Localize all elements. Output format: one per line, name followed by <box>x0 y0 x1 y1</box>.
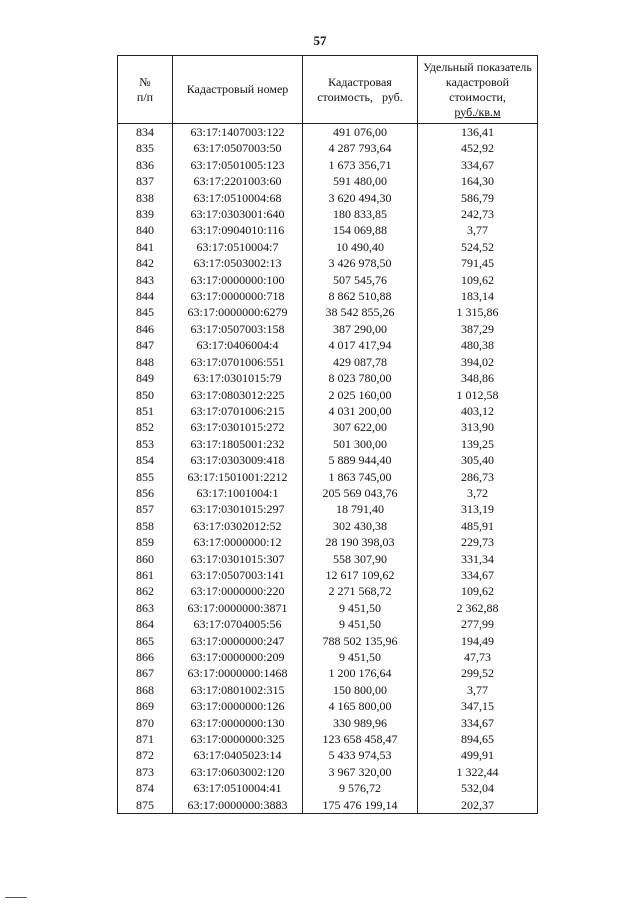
table-row <box>118 501 538 517</box>
table-row <box>118 419 538 435</box>
table-row <box>118 551 538 567</box>
cadastral-value-cell: 3 426 978,50 <box>303 255 418 271</box>
table-row <box>118 518 538 534</box>
cadastral-number-cell: 63:17:0000000:718 <box>173 288 303 304</box>
table-row <box>118 173 538 189</box>
cadastral-value-cell: 154 069,88 <box>303 222 418 238</box>
cadastral-value-cell: 2 025 160,00 <box>303 387 418 403</box>
row-number-cell: 872 <box>118 747 173 763</box>
row-number-cell: 850 <box>118 387 173 403</box>
specific-indicator-cell: 3,77 <box>418 222 538 238</box>
specific-indicator-cell: 452,92 <box>418 140 538 156</box>
cadastral-value-cell: 175 476 199,14 <box>303 797 418 814</box>
cadastral-value-cell: 9 451,50 <box>303 649 418 665</box>
row-number-cell: 864 <box>118 616 173 632</box>
specific-indicator-cell: 3,77 <box>418 682 538 698</box>
row-number-cell: 865 <box>118 633 173 649</box>
table-row <box>118 272 538 288</box>
cadastral-number-cell: 63:17:0507003:50 <box>173 140 303 156</box>
row-number-cell: 866 <box>118 649 173 665</box>
cadastral-value-cell: 18 791,40 <box>303 501 418 517</box>
specific-indicator-cell: 485,91 <box>418 518 538 534</box>
table-row <box>118 387 538 403</box>
cadastral-number-cell: 63:17:0801002:315 <box>173 682 303 698</box>
cadastral-number-cell: 63:17:0000000:220 <box>173 583 303 599</box>
cadastral-number-cell: 63:17:0701006:215 <box>173 403 303 419</box>
table-row <box>118 190 538 206</box>
table-row <box>118 370 538 386</box>
header-cadastral-number <box>173 56 303 124</box>
cadastral-number-cell: 63:17:0510004:7 <box>173 239 303 255</box>
cadastral-value-cell: 9 576,72 <box>303 780 418 796</box>
cadastral-value-cell: 387 290,00 <box>303 321 418 337</box>
table-row <box>118 354 538 370</box>
row-number-cell: 862 <box>118 583 173 599</box>
cadastral-number-cell: 63:17:0507003:158 <box>173 321 303 337</box>
table-row <box>118 780 538 796</box>
specific-indicator-cell: 1 322,44 <box>418 764 538 780</box>
specific-indicator-cell: 194,49 <box>418 633 538 649</box>
header-specific-indicator-line: стоимости, <box>449 89 506 104</box>
row-number-cell: 845 <box>118 304 173 320</box>
cadastral-number-cell: 63:17:0303009:418 <box>173 452 303 468</box>
specific-indicator-cell: 136,41 <box>418 124 538 141</box>
row-number-cell: 856 <box>118 485 173 501</box>
table-row <box>118 797 538 814</box>
specific-indicator-cell: 299,52 <box>418 665 538 681</box>
table-row <box>118 255 538 271</box>
row-number-cell: 846 <box>118 321 173 337</box>
cadastral-number-cell: 63:17:0507003:141 <box>173 567 303 583</box>
row-number-cell: 834 <box>118 124 173 141</box>
table-row <box>118 747 538 763</box>
specific-indicator-cell: 164,30 <box>418 173 538 189</box>
row-number-cell: 858 <box>118 518 173 534</box>
table-row <box>118 567 538 583</box>
table-row <box>118 124 538 141</box>
cadastral-number-cell: 63:17:0000000:247 <box>173 633 303 649</box>
row-number-cell: 859 <box>118 534 173 550</box>
specific-indicator-cell: 334,67 <box>418 157 538 173</box>
cadastral-number-cell: 63:17:0000000:130 <box>173 715 303 731</box>
table-header-row <box>118 56 538 124</box>
cadastral-value-cell: 2 271 568,72 <box>303 583 418 599</box>
table-row <box>118 583 538 599</box>
cadastral-value-cell: 3 620 494,30 <box>303 190 418 206</box>
header-cadastral-number-label: Кадастровый номер <box>186 82 289 96</box>
specific-indicator-cell: 3,72 <box>418 485 538 501</box>
table-row <box>118 239 538 255</box>
cadastral-value-cell: 38 542 855,26 <box>303 304 418 320</box>
header-cadastral-value-line: стоимость, руб. <box>317 89 403 104</box>
cadastral-number-cell: 63:17:0000000:100 <box>173 272 303 288</box>
specific-indicator-cell: 499,91 <box>418 747 538 763</box>
table-row <box>118 436 538 452</box>
row-number-cell: 871 <box>118 731 173 747</box>
header-cadastral-value-line: Кадастровая <box>328 74 392 89</box>
cadastral-number-cell: 63:17:0303001:640 <box>173 206 303 222</box>
cadastral-number-cell: 63:17:1805001:232 <box>173 436 303 452</box>
header-cadastral-value <box>303 56 418 124</box>
cadastral-value-cell: 5 433 974,53 <box>303 747 418 763</box>
row-number-cell: 873 <box>118 764 173 780</box>
cadastral-value-cell: 501 300,00 <box>303 436 418 452</box>
header-num <box>118 56 173 124</box>
cadastral-value-cell: 429 087,78 <box>303 354 418 370</box>
cadastral-number-cell: 63:17:0603002:120 <box>173 764 303 780</box>
cadastral-number-cell: 63:17:0301015:307 <box>173 551 303 567</box>
cadastral-value-cell: 558 307,90 <box>303 551 418 567</box>
cadastral-number-cell: 63:17:1407003:122 <box>173 124 303 141</box>
cadastral-value-cell: 4 165 800,00 <box>303 698 418 714</box>
cadastral-number-cell: 63:17:0406004:4 <box>173 337 303 353</box>
header-num-line: № <box>139 74 151 89</box>
cadastral-number-cell: 63:17:1501001:2212 <box>173 469 303 485</box>
specific-indicator-cell: 331,34 <box>418 551 538 567</box>
row-number-cell: 841 <box>118 239 173 255</box>
row-number-cell: 843 <box>118 272 173 288</box>
table-row <box>118 222 538 238</box>
row-number-cell: 857 <box>118 501 173 517</box>
cadastral-number-cell: 63:17:0503002:13 <box>173 255 303 271</box>
row-number-cell: 847 <box>118 337 173 353</box>
specific-indicator-cell: 202,37 <box>418 797 538 814</box>
specific-indicator-cell: 894,65 <box>418 731 538 747</box>
cadastral-value-cell: 330 989,96 <box>303 715 418 731</box>
cadastral-number-cell: 63:17:0510004:68 <box>173 190 303 206</box>
specific-indicator-cell: 480,38 <box>418 337 538 353</box>
row-number-cell: 852 <box>118 419 173 435</box>
cadastral-value-cell: 491 076,00 <box>303 124 418 141</box>
specific-indicator-cell: 109,62 <box>418 272 538 288</box>
cadastral-number-cell: 63:17:0000000:3883 <box>173 797 303 814</box>
table-row <box>118 469 538 485</box>
table-row <box>118 633 538 649</box>
table-row <box>118 485 538 501</box>
scan-edge-mark <box>5 897 27 898</box>
table-row <box>118 337 538 353</box>
cadastral-value-cell: 12 617 109,62 <box>303 567 418 583</box>
row-number-cell: 837 <box>118 173 173 189</box>
row-number-cell: 874 <box>118 780 173 796</box>
header-specific-indicator-line: руб./кв.м <box>454 104 501 119</box>
specific-indicator-cell: 313,19 <box>418 501 538 517</box>
row-number-cell: 853 <box>118 436 173 452</box>
table-row <box>118 600 538 616</box>
table-row <box>118 304 538 320</box>
row-number-cell: 849 <box>118 370 173 386</box>
cadastral-number-cell: 63:17:0704005:56 <box>173 616 303 632</box>
cadastral-number-cell: 63:17:0000000:3871 <box>173 600 303 616</box>
specific-indicator-cell: 334,67 <box>418 715 538 731</box>
table-row <box>118 715 538 731</box>
specific-indicator-cell: 586,79 <box>418 190 538 206</box>
table-body <box>118 124 538 814</box>
cadastral-number-cell: 63:17:0501005:123 <box>173 157 303 173</box>
table-row <box>118 616 538 632</box>
cadastral-value-cell: 591 480,00 <box>303 173 418 189</box>
cadastral-value-cell: 4 031 200,00 <box>303 403 418 419</box>
specific-indicator-cell: 183,14 <box>418 288 538 304</box>
row-number-cell: 868 <box>118 682 173 698</box>
table-row <box>118 534 538 550</box>
cadastral-number-cell: 63:17:0000000:1468 <box>173 665 303 681</box>
row-number-cell: 875 <box>118 797 173 814</box>
row-number-cell: 867 <box>118 665 173 681</box>
table-row <box>118 452 538 468</box>
specific-indicator-cell: 242,73 <box>418 206 538 222</box>
table-row <box>118 157 538 173</box>
table-row <box>118 731 538 747</box>
cadastral-value-cell: 10 490,40 <box>303 239 418 255</box>
cadastral-value-cell: 3 967 320,00 <box>303 764 418 780</box>
cadastral-number-cell: 63:17:0302012:52 <box>173 518 303 534</box>
row-number-cell: 869 <box>118 698 173 714</box>
table-row <box>118 140 538 156</box>
specific-indicator-cell: 403,12 <box>418 403 538 419</box>
specific-indicator-cell: 109,62 <box>418 583 538 599</box>
specific-indicator-cell: 1 315,86 <box>418 304 538 320</box>
cadastral-number-cell: 63:17:0000000:126 <box>173 698 303 714</box>
cadastral-number-cell: 63:17:0904010:116 <box>173 222 303 238</box>
cadastral-number-cell: 63:17:0000000:325 <box>173 731 303 747</box>
table-row <box>118 403 538 419</box>
header-specific-indicator-line: кадастровой <box>445 74 510 89</box>
cadastral-value-cell: 8 023 780,00 <box>303 370 418 386</box>
table-row <box>118 321 538 337</box>
row-number-cell: 844 <box>118 288 173 304</box>
row-number-cell: 840 <box>118 222 173 238</box>
specific-indicator-cell: 387,29 <box>418 321 538 337</box>
table-row <box>118 206 538 222</box>
cadastral-value-table <box>117 55 538 814</box>
table-row <box>118 764 538 780</box>
cadastral-value-cell: 9 451,50 <box>303 616 418 632</box>
header-num-line: п/п <box>136 89 154 104</box>
specific-indicator-cell: 2 362,88 <box>418 600 538 616</box>
specific-indicator-cell: 313,90 <box>418 419 538 435</box>
specific-indicator-cell: 524,52 <box>418 239 538 255</box>
cadastral-number-cell: 63:17:0405023:14 <box>173 747 303 763</box>
cadastral-number-cell: 63:17:0510004:41 <box>173 780 303 796</box>
cadastral-value-cell: 1 673 356,71 <box>303 157 418 173</box>
cadastral-value-cell: 788 502 135,96 <box>303 633 418 649</box>
specific-indicator-cell: 286,73 <box>418 469 538 485</box>
specific-indicator-cell: 139,25 <box>418 436 538 452</box>
table-row <box>118 698 538 714</box>
row-number-cell: 848 <box>118 354 173 370</box>
table-row <box>118 649 538 665</box>
cadastral-value-cell: 9 451,50 <box>303 600 418 616</box>
specific-indicator-cell: 334,67 <box>418 567 538 583</box>
cadastral-value-cell: 1 200 176,64 <box>303 665 418 681</box>
row-number-cell: 838 <box>118 190 173 206</box>
specific-indicator-cell: 305,40 <box>418 452 538 468</box>
row-number-cell: 860 <box>118 551 173 567</box>
cadastral-value-cell: 307 622,00 <box>303 419 418 435</box>
table-row <box>118 665 538 681</box>
header-specific-indicator <box>418 56 538 124</box>
cadastral-value-cell: 4 287 793,64 <box>303 140 418 156</box>
specific-indicator-cell: 277,99 <box>418 616 538 632</box>
specific-indicator-cell: 348,86 <box>418 370 538 386</box>
header-specific-indicator-line: Удельный показатель <box>423 59 532 74</box>
specific-indicator-cell: 532,04 <box>418 780 538 796</box>
cadastral-number-cell: 63:17:0000000:6279 <box>173 304 303 320</box>
row-number-cell: 842 <box>118 255 173 271</box>
cadastral-number-cell: 63:17:2201003:60 <box>173 173 303 189</box>
cadastral-value-cell: 180 833,85 <box>303 206 418 222</box>
table-row <box>118 682 538 698</box>
cadastral-value-cell: 150 800,00 <box>303 682 418 698</box>
cadastral-value-cell: 205 569 043,76 <box>303 485 418 501</box>
cadastral-number-cell: 63:17:0301015:272 <box>173 419 303 435</box>
row-number-cell: 839 <box>118 206 173 222</box>
page-number: 57 <box>313 33 327 48</box>
cadastral-number-cell: 63:17:0301015:79 <box>173 370 303 386</box>
specific-indicator-cell: 47,73 <box>418 649 538 665</box>
cadastral-number-cell: 63:17:0701006:551 <box>173 354 303 370</box>
cadastral-value-cell: 1 863 745,00 <box>303 469 418 485</box>
cadastral-value-cell: 5 889 944,40 <box>303 452 418 468</box>
specific-indicator-cell: 394,02 <box>418 354 538 370</box>
row-number-cell: 835 <box>118 140 173 156</box>
cadastral-value-cell: 507 545,76 <box>303 272 418 288</box>
cadastral-value-cell: 8 862 510,88 <box>303 288 418 304</box>
cadastral-value-cell: 4 017 417,94 <box>303 337 418 353</box>
cadastral-number-cell: 63:17:0000000:209 <box>173 649 303 665</box>
row-number-cell: 855 <box>118 469 173 485</box>
row-number-cell: 851 <box>118 403 173 419</box>
row-number-cell: 861 <box>118 567 173 583</box>
specific-indicator-cell: 1 012,58 <box>418 387 538 403</box>
cadastral-number-cell: 63:17:0803012:225 <box>173 387 303 403</box>
table-row <box>118 288 538 304</box>
row-number-cell: 863 <box>118 600 173 616</box>
row-number-cell: 836 <box>118 157 173 173</box>
specific-indicator-cell: 791,45 <box>418 255 538 271</box>
cadastral-value-cell: 302 430,38 <box>303 518 418 534</box>
specific-indicator-cell: 347,15 <box>418 698 538 714</box>
cadastral-value-cell: 123 658 458,47 <box>303 731 418 747</box>
row-number-cell: 870 <box>118 715 173 731</box>
cadastral-value-cell: 28 190 398,03 <box>303 534 418 550</box>
row-number-cell: 854 <box>118 452 173 468</box>
specific-indicator-cell: 229,73 <box>418 534 538 550</box>
cadastral-number-cell: 63:17:1001004:1 <box>173 485 303 501</box>
cadastral-number-cell: 63:17:0301015:297 <box>173 501 303 517</box>
cadastral-number-cell: 63:17:0000000:12 <box>173 534 303 550</box>
